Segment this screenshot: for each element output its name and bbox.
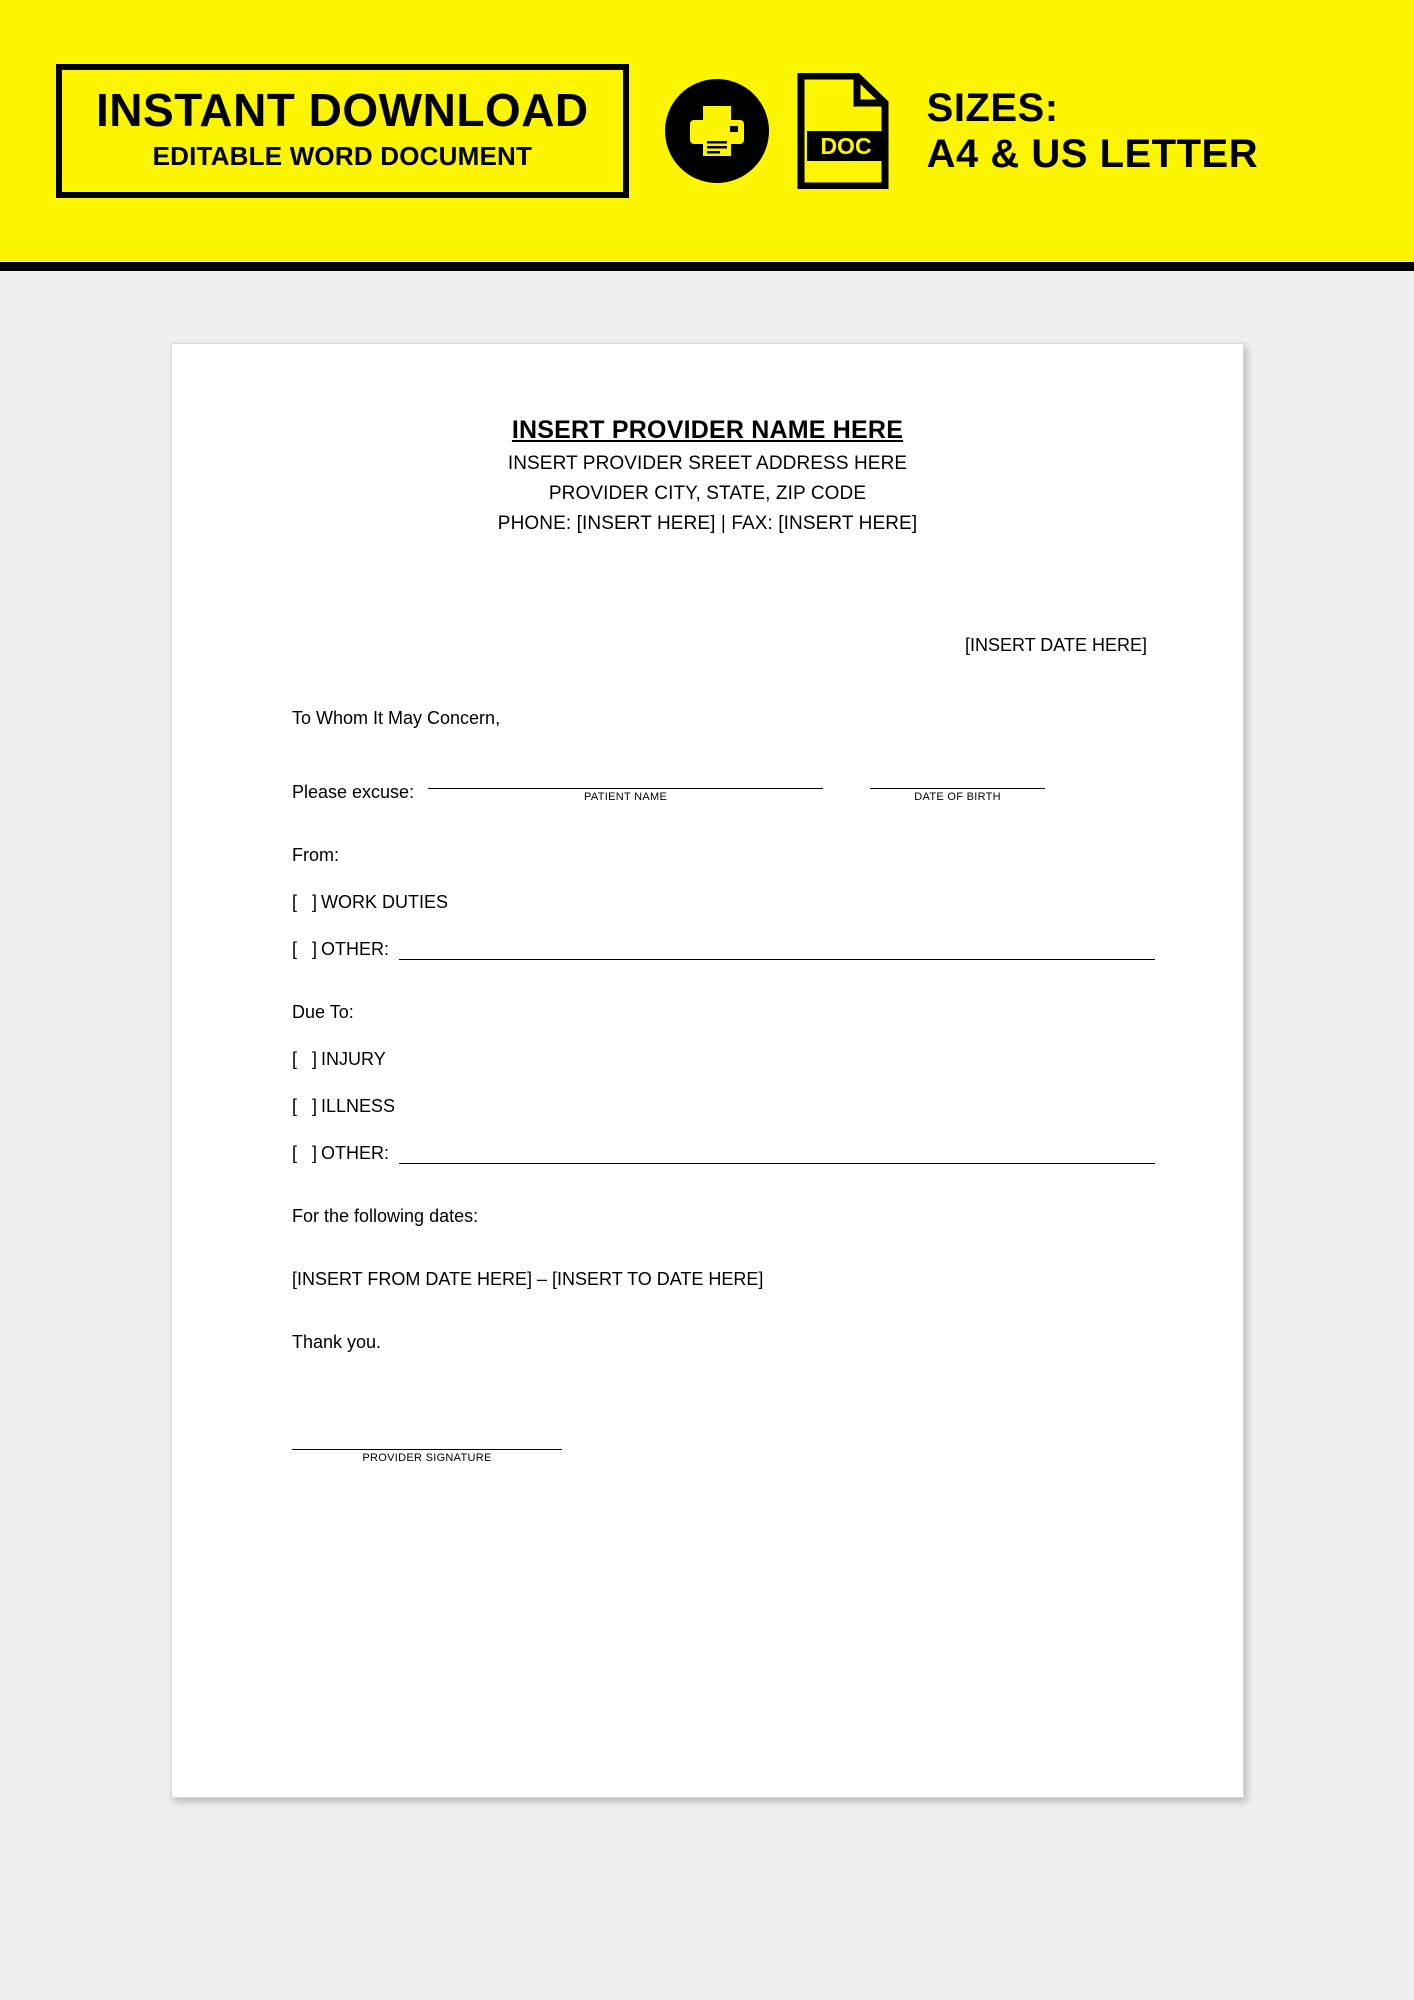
excuse-label: Please excuse: (292, 782, 415, 802)
due-to-option-illness[interactable] (292, 1096, 1185, 1117)
checkbox-glyph[interactable]: [ ] (292, 1143, 318, 1163)
banner-icons (665, 73, 891, 189)
date-of-birth-caption: DATE OF BIRTH (914, 791, 1001, 803)
patient-name-field[interactable] (428, 772, 823, 803)
signature-rule (292, 1431, 562, 1450)
promo-banner (0, 0, 1414, 271)
provider-city-state-zip: PROVIDER CITY, STATE, ZIP CODE (548, 483, 867, 504)
dates-label: For the following dates: (292, 1206, 479, 1226)
signature-caption: PROVIDER SIGNATURE (362, 1452, 492, 1464)
document-content (172, 344, 1243, 1464)
document-preview-area (0, 271, 1414, 1991)
checkbox-glyph[interactable]: [ ] (292, 939, 318, 959)
provider-phone-fax: PHONE: [INSERT HERE] | FAX: [INSERT HERE] (497, 513, 918, 534)
due-to-option-label: ILLNESS (321, 1096, 396, 1116)
document-page (171, 343, 1244, 1798)
from-other-input-rule[interactable] (399, 944, 1155, 960)
provider-signature-field[interactable] (292, 1431, 562, 1464)
from-option-work-duties[interactable] (292, 892, 1185, 913)
promo-banner-content (0, 64, 1414, 199)
excuse-row (292, 772, 1185, 803)
instant-download-badge (56, 64, 629, 199)
due-to-other-input-rule[interactable] (399, 1148, 1155, 1164)
printer-icon (665, 79, 769, 183)
letter-date: [INSERT DATE HERE] (964, 635, 1147, 655)
checkbox-glyph[interactable]: [ ] (292, 1096, 318, 1116)
thank-you-text: Thank you. (292, 1332, 382, 1352)
provider-address: INSERT PROVIDER SREET ADDRESS HERE (507, 453, 908, 474)
due-to-option-label: INJURY (321, 1049, 386, 1069)
due-to-option-label: OTHER: (321, 1143, 390, 1163)
from-option-label: OTHER: (321, 939, 390, 959)
instant-download-subtitle: EDITABLE WORD DOCUMENT (152, 141, 533, 172)
date-of-birth-field[interactable] (870, 772, 1045, 803)
from-label: From: (292, 845, 339, 865)
dates-value: [INSERT FROM DATE HERE] – [INSERT TO DATE HERE] (292, 1269, 764, 1289)
patient-name-caption: PATIENT NAME (584, 791, 668, 803)
date-of-birth-rule (870, 772, 1045, 789)
due-to-label: Due To: (292, 1002, 354, 1022)
from-option-other[interactable] (292, 939, 1185, 960)
doc-file-icon (795, 73, 891, 189)
due-to-option-injury[interactable] (292, 1049, 1185, 1070)
provider-name: INSERT PROVIDER NAME HERE (511, 416, 904, 444)
instant-download-title: INSTANT DOWNLOAD (96, 83, 589, 136)
checkbox-glyph[interactable]: [ ] (292, 892, 318, 912)
sizes-value: A4 & US LETTER (926, 131, 1259, 176)
from-option-label: WORK DUTIES (321, 892, 449, 912)
doc-badge-text: DOC (820, 132, 872, 159)
sizes-label: SIZES: (926, 85, 1059, 130)
checkbox-glyph[interactable]: [ ] (292, 1049, 318, 1069)
letterhead (230, 344, 1185, 535)
patient-name-rule (428, 772, 823, 789)
sizes-block (927, 87, 1258, 176)
salutation: To Whom It May Concern, (292, 708, 501, 728)
due-to-option-other[interactable] (292, 1143, 1185, 1164)
